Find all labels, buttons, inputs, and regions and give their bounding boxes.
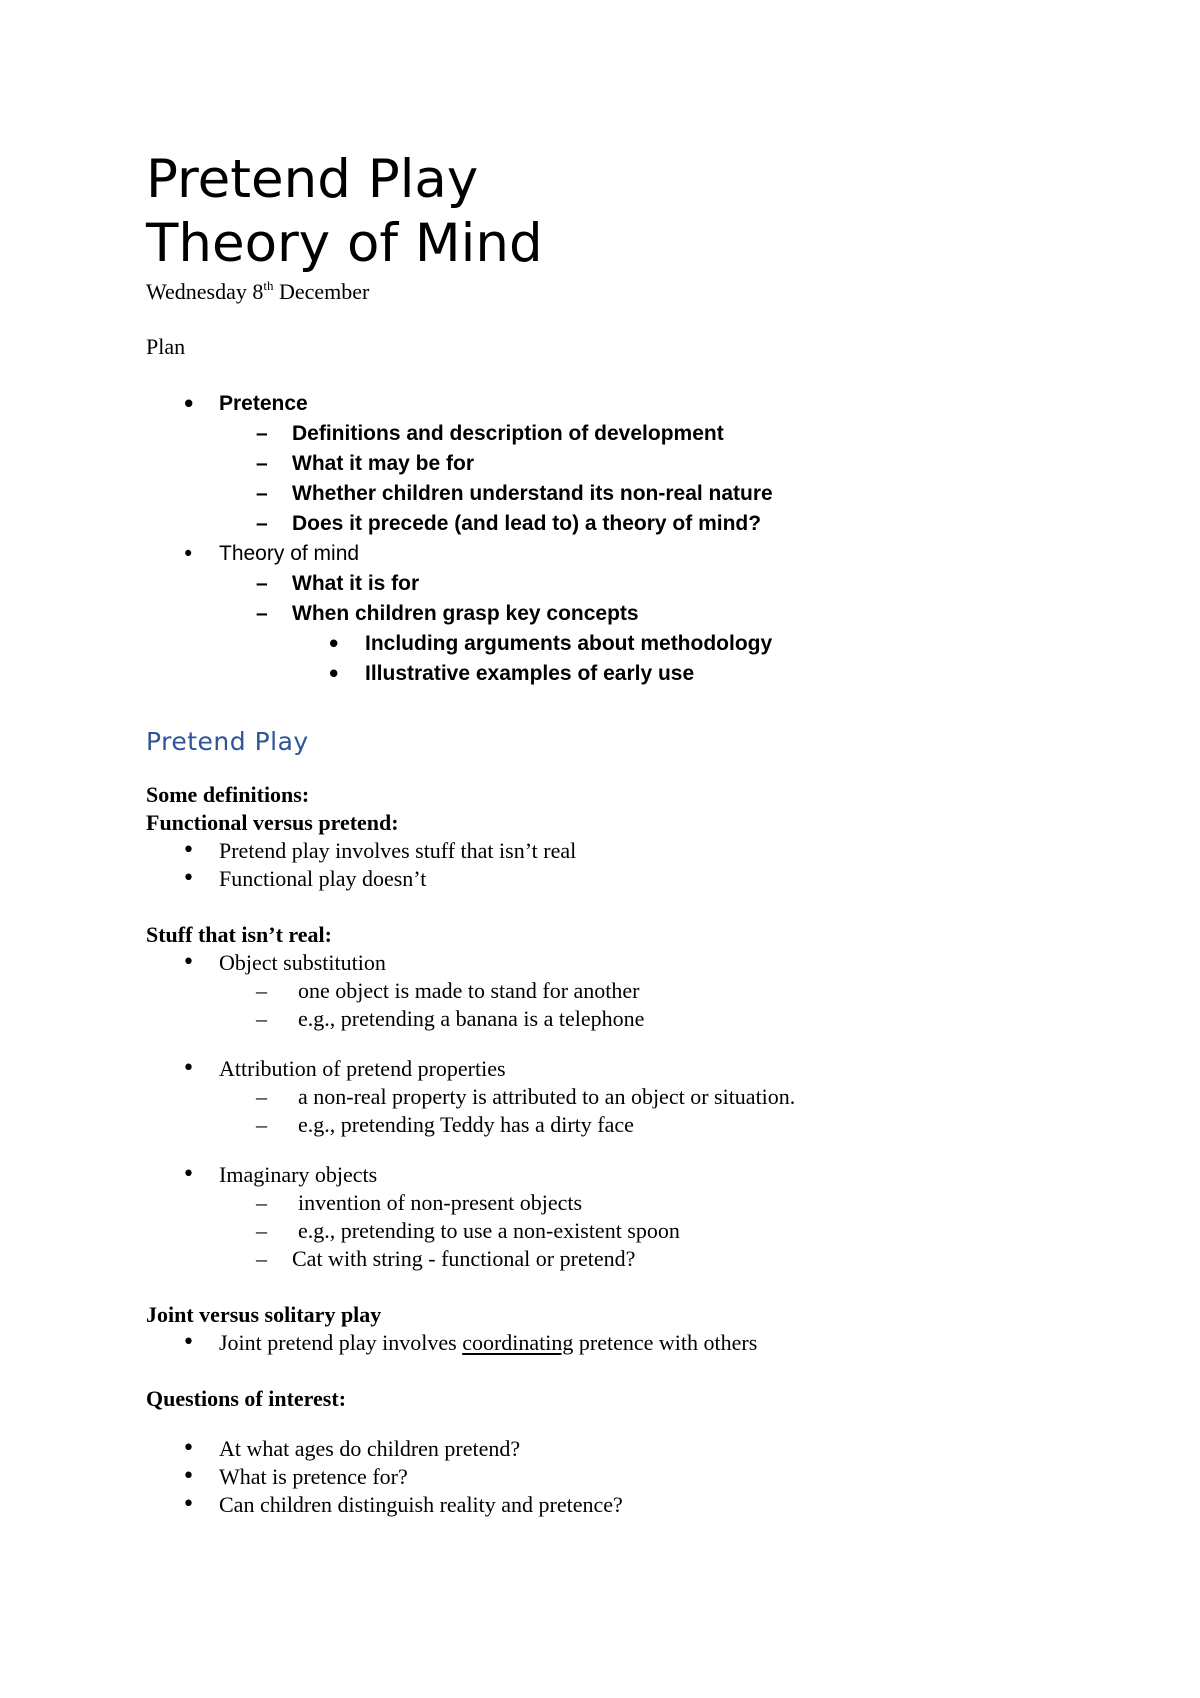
document-page [146,148,1086,1519]
list-item: • Pretend play involves stuff that isn’t real [182,838,577,863]
list-item: • At what ages do children pretend? [182,1436,521,1461]
questions-list [146,1435,1086,1519]
list-item: – e.g., pretending Teddy has a dirty face [256,1112,634,1137]
section-heading: Pretend Play [146,727,309,756]
list-item: – Definitions and description of development [256,422,724,445]
list-item: – Cat with string - functional or pretend? [256,1246,636,1271]
list-item: – invention of non-present objects [256,1190,583,1215]
list-item: • Object substitution [182,950,386,975]
plan-list [146,389,1086,689]
list-item: – one object is made to stand for another [256,978,640,1003]
list-item: – When children grasp key concepts [256,602,639,625]
document-title [146,148,1086,276]
underlined-term: coordinating [462,1330,574,1355]
list-item: • Functional play doesn’t [182,866,427,891]
list-item: • Theory of mind [182,542,360,566]
questions-heading: Questions of interest: [146,1386,347,1411]
not-real-block [146,921,1086,1273]
not-real-heading: Stuff that isn’t real: [146,922,332,947]
definitions-block [146,781,1086,893]
title-line-2: Theory of Mind [146,213,543,274]
list-item: • Imaginary objects [182,1162,378,1187]
list-item: – Does it precede (and lead to) a theory of mind? [256,512,762,535]
list-item: – e.g., pretending a banana is a telephone [256,1006,645,1031]
list-item: – Whether children understand its non-real nature [256,482,773,505]
joint-play-block [146,1301,1086,1357]
definitions-heading: Some definitions: [146,782,310,807]
lecture-date: Wednesday 8th December [146,278,370,304]
not-real-list [146,949,1086,1273]
list-item: • Attribution of pretend properties [182,1056,506,1081]
title-line-1: Pretend Play [146,149,479,210]
list-item: – What it may be for [256,452,475,475]
list-item: • Including arguments about methodology [327,632,773,656]
joint-play-list [146,1329,1086,1357]
list-item: • Illustrative examples of early use [327,662,695,686]
list-item: • Can children distinguish reality and pretence? [182,1492,623,1517]
list-item: – a non-real property is attributed to an object or situation. [256,1084,796,1109]
definitions-list [146,837,1086,893]
questions-block [146,1385,1086,1519]
plan-label: Plan [146,334,186,359]
joint-play-heading: Joint versus solitary play [146,1302,382,1327]
functional-vs-pretend-heading: Functional versus pretend: [146,810,399,835]
list-item: – e.g., pretending to use a non-existent spoon [256,1218,680,1243]
list-item: • Joint pretend play involves coordinating pretence with others [182,1330,758,1355]
list-item: • Pretence [182,392,308,416]
list-item: • What is pretence for? [182,1464,408,1489]
list-item: – What it is for [256,572,420,595]
